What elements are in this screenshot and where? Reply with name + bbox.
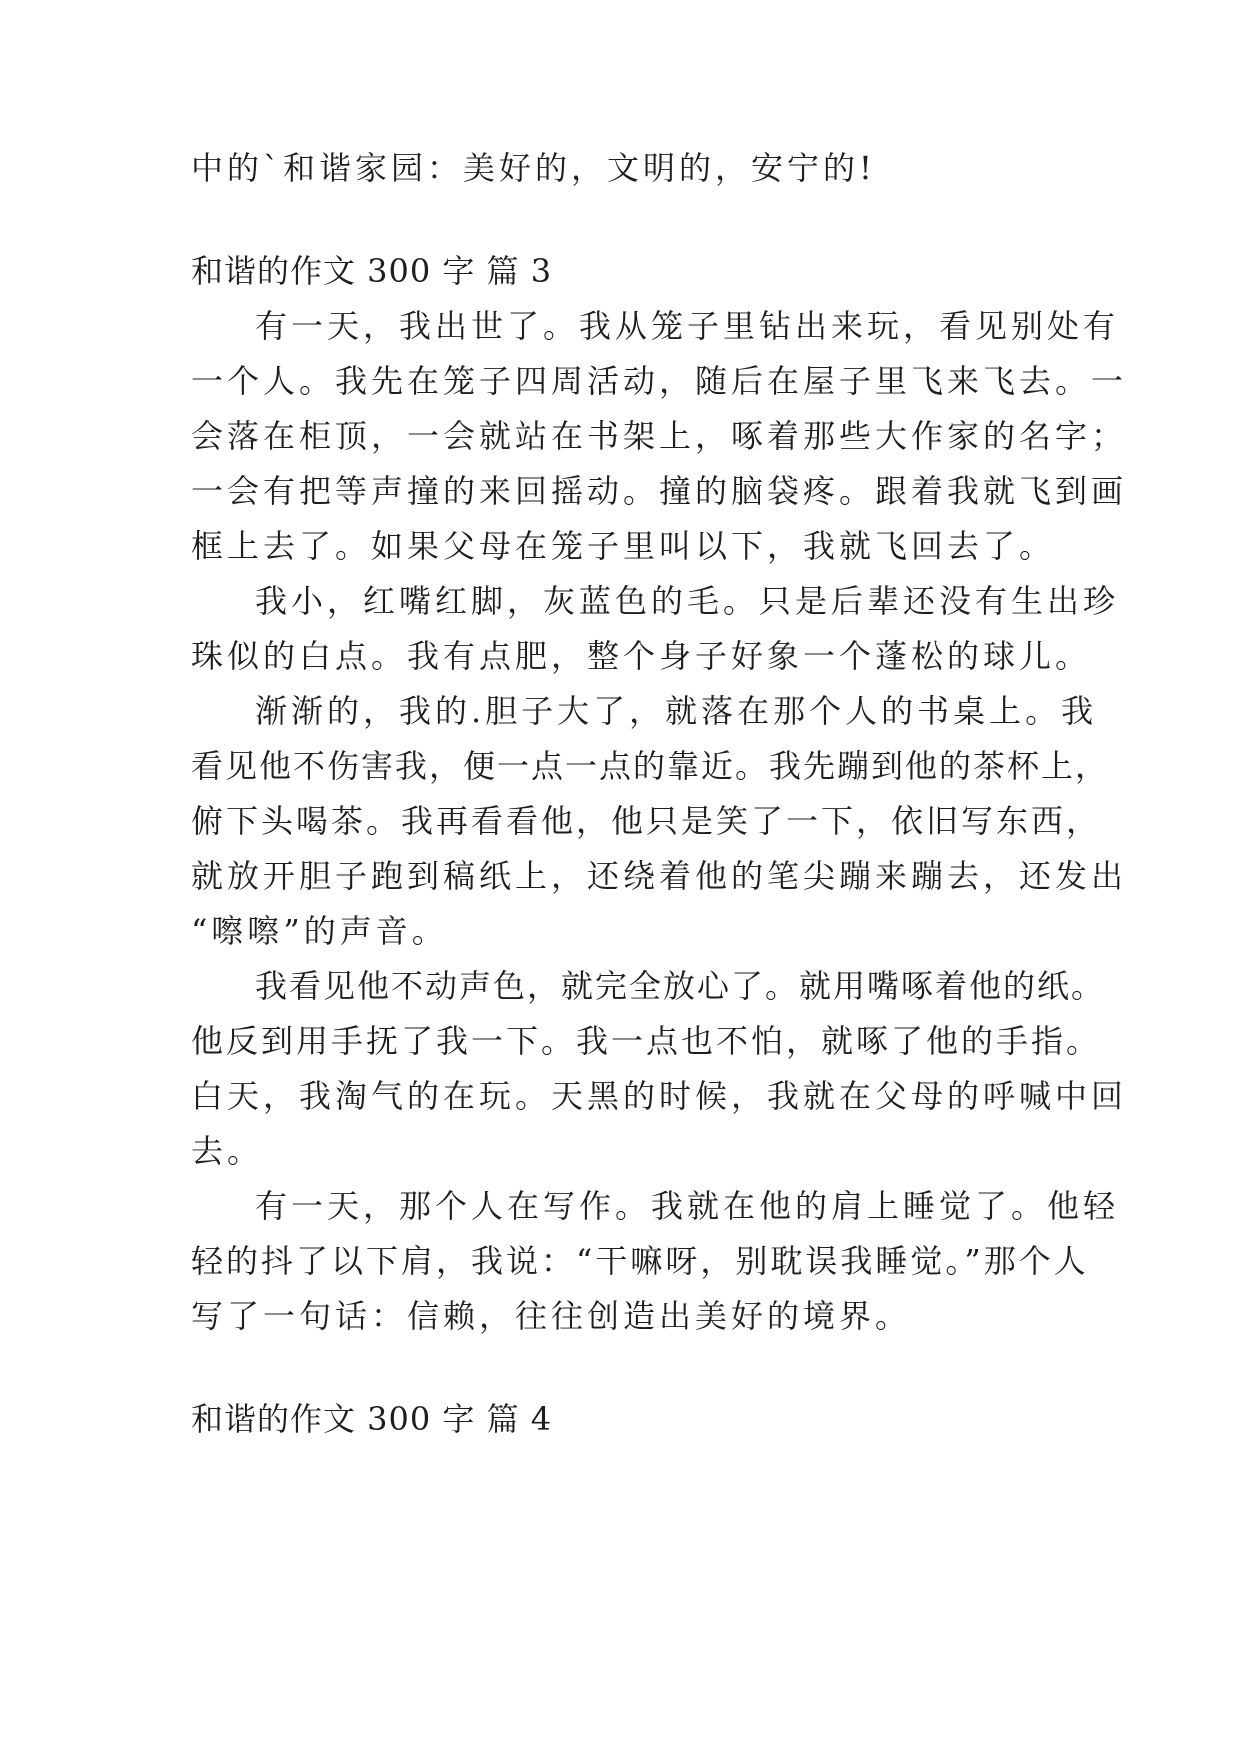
paragraph-line: 珠似的白点。我有点肥，整个身子好象一个蓬松的球儿。 — [191, 637, 1092, 675]
paragraph-line: 我小，红嘴红脚，灰蓝色的毛。只是后辈还没有生出珍 — [255, 582, 1120, 620]
paragraph-line: 有一天，那个人在写作。我就在他的肩上睡觉了。他轻 — [255, 1187, 1120, 1225]
paragraph-line: 去。 — [191, 1132, 264, 1170]
paragraph-line: 框上去了。如果父母在笼子里叫以下，我就飞回去了。 — [191, 527, 1056, 565]
paragraph-line: 白天，我淘气的在玩。天黑的时候，我就在父母的呼喊中回 — [191, 1077, 1128, 1115]
paragraph-line: 一个人。我先在笼子四周活动，随后在屋子里飞来飞去。一 — [191, 362, 1128, 400]
paragraph-line: 俯下头喝茶。我再看看他，他只是笑了一下，依旧写东西， — [191, 802, 1102, 840]
section-3-heading: 和谐的作文 300 字 篇 3 — [191, 252, 553, 290]
section-4-heading: 和谐的作文 300 字 篇 4 — [191, 1400, 553, 1438]
paragraph-line: 看见他不伤害我，便一点一点的靠近。我先蹦到他的茶杯上， — [191, 747, 1110, 785]
paragraph-line: 一会有把等声撞的来回摇动。撞的脑袋疼。跟着我就飞到画 — [191, 472, 1128, 510]
continuation-line: 中的`和谐家园：美好的，文明的，安宁的! — [191, 149, 876, 187]
paragraph-line: 有一天，我出世了。我从笼子里钻出来玩，看见别处有 — [255, 307, 1120, 345]
paragraph-line: “嚓嚓”的声音。 — [191, 912, 448, 950]
paragraph-line: 写了一句话：信赖，往往创造出美好的境界。 — [191, 1297, 912, 1335]
paragraph-line: 就放开胆子跑到稿纸上，还绕着他的笔尖蹦来蹦去，还发出 — [191, 857, 1128, 895]
paragraph-line: 轻的抖了以下肩，我说：“干嘛呀，别耽误我睡觉。”那个人 — [191, 1242, 1089, 1280]
paragraph-line: 会落在柜顶，一会就站在书架上，啄着那些大作家的名字； — [191, 417, 1128, 455]
paragraph-line: 渐渐的，我的.胆子大了，就落在那个人的书桌上。我 — [255, 692, 1098, 730]
paragraph-line: 他反到用手抚了我一下。我一点也不怕，就啄了他的手指。 — [191, 1022, 1102, 1060]
paragraph-line: 我看见他不动声色，就完全放心了。就用嘴啄着他的纸。 — [255, 967, 1106, 1005]
